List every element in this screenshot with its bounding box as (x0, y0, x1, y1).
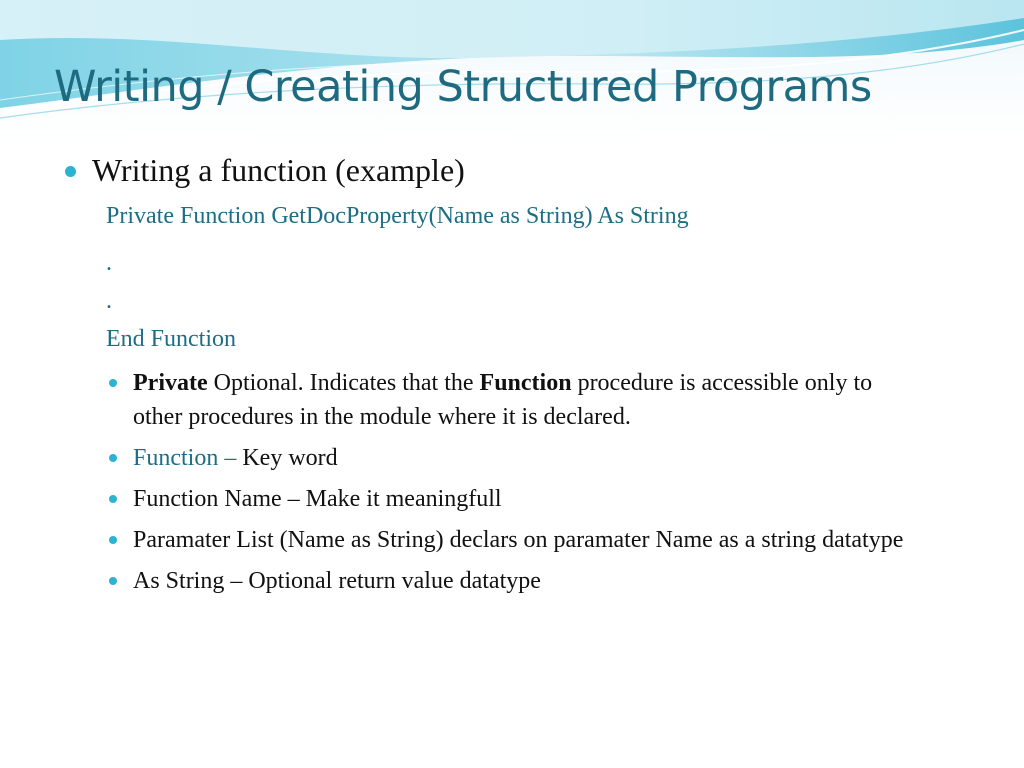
code-line-end: End Function (106, 326, 236, 352)
code-line-ellipsis-2: . (106, 288, 112, 314)
code-line-ellipsis-1: . (106, 250, 112, 276)
list-item-text: procedure is accessible only to other procedures in the module where it is declared. (133, 370, 873, 430)
slide-title: Writing / Creating Structured Programs (54, 62, 872, 112)
list-item (107, 441, 927, 475)
list-item-text: Function Name – Make it meaningfull (133, 486, 502, 512)
bullet-dot-icon (109, 577, 117, 585)
keyword-label: Function – (133, 445, 237, 471)
keyword-function: Function (479, 370, 572, 396)
bullet-dot-icon (109, 495, 117, 503)
list-item-text: Key word (242, 445, 338, 471)
list-item-text: Optional. Indicates that the (213, 370, 474, 396)
list-item (107, 482, 927, 516)
bullet-dot-icon (109, 454, 117, 462)
bullet-dot-icon (109, 379, 117, 387)
bullet-dot-icon (109, 536, 117, 544)
list-item-text: Paramater List (Name as String) declars on paramater Name as a string datatype (133, 527, 904, 553)
list-item-text: As String – Optional return value datatype (133, 568, 541, 594)
bullet-list (107, 366, 927, 605)
list-item (107, 523, 927, 557)
section-heading: Writing a function (example) (92, 152, 465, 188)
code-line-signature: Private Function GetDocProperty(Name as String) As String (106, 203, 689, 229)
bullet-dot-icon (65, 166, 76, 177)
list-item (107, 366, 927, 434)
keyword-private: Private (133, 370, 208, 396)
list-item (107, 564, 927, 598)
